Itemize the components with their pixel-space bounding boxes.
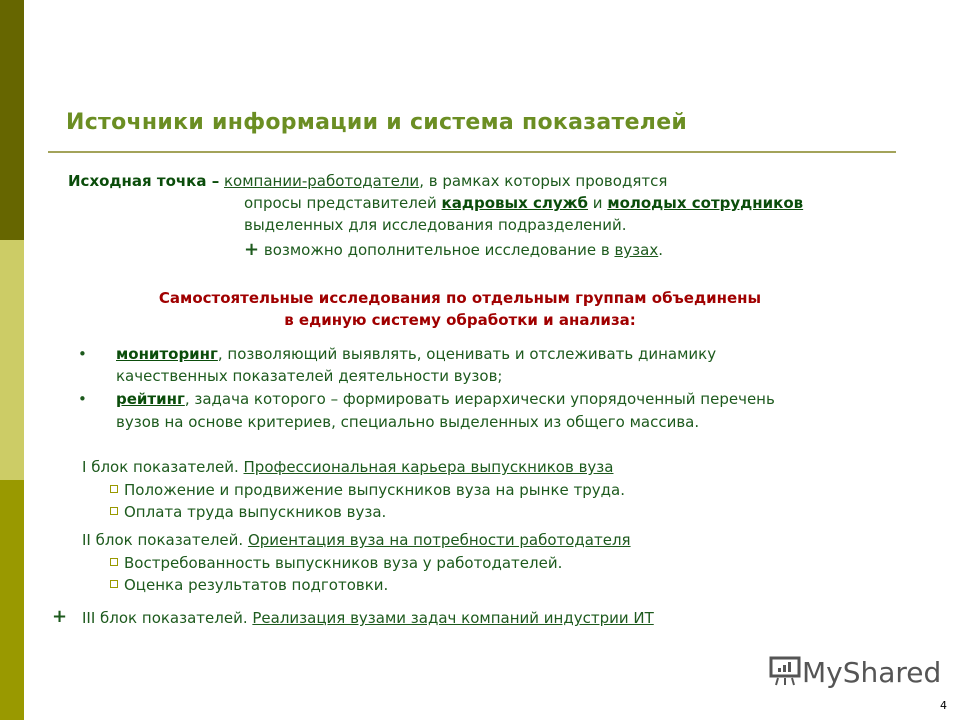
term: мониторинг xyxy=(116,345,218,363)
plus-icon: + xyxy=(244,239,260,260)
decor-stripe-bottom xyxy=(0,480,24,720)
text: , в рамках которых проводятся xyxy=(419,172,668,190)
block-1-heading xyxy=(82,458,613,476)
block-1-item xyxy=(110,503,386,521)
text: Положение и продвижение выпускников вуза на рынке труда. xyxy=(124,481,625,499)
text: I блок показателей. xyxy=(82,458,244,476)
bullet-icon: • xyxy=(78,390,87,408)
block-3-heading xyxy=(82,609,654,627)
block-title: Ориентация вуза на потребности работодателя xyxy=(247,531,631,549)
text: Оценка результатов подготовки. xyxy=(124,576,389,594)
square-bullet-icon xyxy=(110,580,118,588)
watermark-logo xyxy=(768,652,941,690)
plus-icon: + xyxy=(52,606,68,627)
block-1-item xyxy=(110,481,625,499)
start-line-2 xyxy=(244,194,803,212)
bullet-icon: • xyxy=(78,345,87,363)
start-label: Исходная точка – xyxy=(68,172,220,190)
text: , задача которого – формировать иерархически упорядоченный перечень xyxy=(184,390,775,408)
bullet-monitoring-cont: качественных показателей деятельности вузов; xyxy=(116,367,503,385)
start-line-3: выделенных для исследования подразделений. xyxy=(244,216,627,234)
link-universities: вузах xyxy=(614,241,659,259)
watermark-text: MyShared xyxy=(802,656,942,689)
block-2-item xyxy=(110,554,562,572)
page-number: 4 xyxy=(940,699,947,712)
red-heading-2: в единую систему обработки и анализа: xyxy=(284,311,636,329)
bullet-monitoring xyxy=(116,345,716,363)
text: . xyxy=(658,241,664,259)
square-bullet-icon xyxy=(110,485,118,493)
slide-title: Источники информации и система показателей xyxy=(66,110,688,135)
text: II блок показателей. xyxy=(82,531,248,549)
block-2-heading xyxy=(82,531,631,549)
text: и xyxy=(588,194,608,212)
text: опросы представителей xyxy=(244,194,442,212)
start-line-4 xyxy=(244,239,663,260)
text: , позволяющий выявлять, оценивать и отслеживать динамику xyxy=(217,345,717,363)
presentation-board-icon xyxy=(768,652,802,688)
text: Востребованность выпускников вуза у работодателей. xyxy=(124,554,563,572)
link-employers: компании-работодатели xyxy=(223,172,420,190)
text: Оплата труда выпускников вуза. xyxy=(124,503,387,521)
red-heading-1: Самостоятельные исследования по отдельным группам объединены xyxy=(158,289,762,307)
bullet-rating xyxy=(116,390,775,408)
term: рейтинг xyxy=(116,390,185,408)
title-divider xyxy=(48,151,896,153)
block-title: Профессиональная карьера выпускников вуза xyxy=(243,458,614,476)
block-title: Реализация вузами задач компаний индустрии ИТ xyxy=(252,609,654,627)
text: III блок показателей. xyxy=(82,609,253,627)
link-young-staff: молодых сотрудников xyxy=(607,194,804,212)
block-2-item xyxy=(110,576,388,594)
square-bullet-icon xyxy=(110,507,118,515)
bullet-rating-cont: вузов на основе критериев, специально выделенных из общего массива. xyxy=(116,413,700,431)
decor-stripe-top xyxy=(0,0,24,240)
square-bullet-icon xyxy=(110,558,118,566)
start-line-1 xyxy=(68,172,667,190)
link-hr: кадровых служб xyxy=(441,194,589,212)
text: возможно дополнительное исследование в xyxy=(259,241,615,259)
decor-stripe-middle xyxy=(0,240,24,480)
